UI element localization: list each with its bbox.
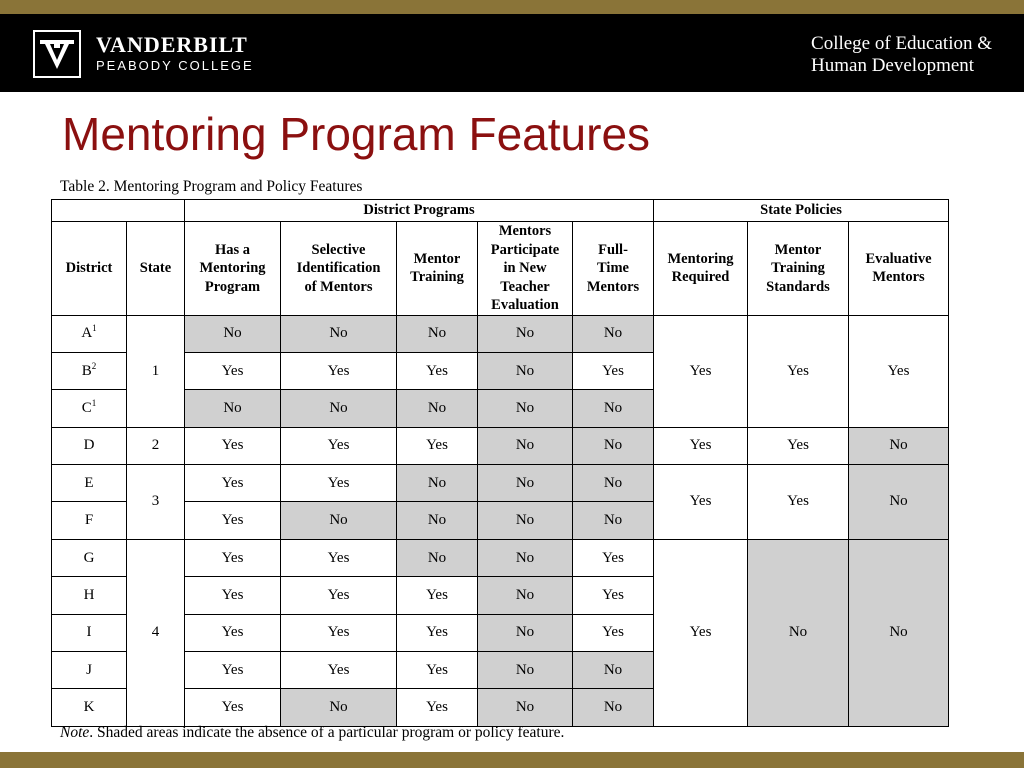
header-line: Mentor [413,250,461,267]
program-value-cell: No [478,315,573,352]
district-cell [52,689,127,726]
district-cell [52,315,127,352]
district-cell [52,577,127,614]
program-value-cell: Yes [185,352,281,389]
table-row [52,539,949,576]
program-value-cell: Yes [281,465,397,502]
header-line: Mentoring [199,260,266,276]
policy-value-cell: No [748,539,849,726]
header-line: Full- [598,241,628,258]
state-cell: 3 [127,465,185,540]
program-value-cell: Yes [281,652,397,689]
program-value-cell: Yes [185,614,281,651]
slide-title: Mentoring Program Features [62,108,651,160]
program-value-cell: No [397,315,478,352]
header-line: Has a [214,241,251,258]
program-value-cell: No [478,465,573,502]
policy-value-cell: Yes [654,315,748,427]
program-value-cell: Yes [573,577,654,614]
header-line: Training [410,269,464,286]
vanderbilt-logo-icon [33,30,81,78]
bottom-accent-bar [0,752,1024,768]
program-value-cell: No [573,689,654,726]
college-name [811,33,992,77]
program-value-cell: No [281,390,397,427]
program-value-cell: Yes [281,539,397,576]
program-value-cell: Yes [281,352,397,389]
program-value-cell: No [397,465,478,502]
header-line: Time [597,260,629,276]
state-cell: 1 [127,315,185,427]
district-footnote: 2 [91,360,97,371]
program-value-cell: No [281,502,397,539]
program-value-cell: No [573,390,654,427]
header-line: of Mentors [304,278,373,295]
program-value-cell: Yes [397,577,478,614]
program-value-cell: No [573,427,654,464]
program-value-cell: No [478,390,573,427]
program-value-cell: No [185,315,281,352]
table-caption: Table 2. Mentoring Program and Policy Features [60,178,363,195]
column-header-has-program [185,222,281,316]
district-label: G [83,549,95,566]
column-header-mentor-training [397,222,478,316]
column-header-district: District [52,222,127,316]
header-line: Participate [490,241,560,258]
program-value-cell: No [281,315,397,352]
program-value-cell: Yes [185,577,281,614]
policy-value-cell: No [849,539,949,726]
program-value-cell: No [397,539,478,576]
program-value-cell: No [478,689,573,726]
policy-value-cell: Yes [654,539,748,726]
program-value-cell: No [573,502,654,539]
program-value-cell: No [185,390,281,427]
policy-value-cell: No [849,465,949,540]
policy-value-cell: Yes [849,315,949,427]
header-line: Evaluative [865,250,932,267]
state-cell: 4 [127,539,185,726]
program-value-cell: Yes [573,539,654,576]
program-value-cell: No [478,577,573,614]
column-header-training-standards [748,222,849,316]
program-value-cell: Yes [281,614,397,651]
program-value-cell: No [281,689,397,726]
column-header-selective-identification [281,222,397,316]
district-footnote: 1 [92,323,97,334]
program-value-cell: No [573,652,654,689]
column-header-mentoring-required [654,222,748,316]
program-value-cell: Yes [185,689,281,726]
program-value-cell: Yes [397,689,478,726]
program-value-cell: No [397,502,478,539]
program-value-cell: Yes [185,502,281,539]
table-body [52,315,949,726]
column-header-evaluative-mentors [849,222,949,316]
district-label: K [83,699,95,716]
top-accent-bar [0,0,1024,14]
table-row [52,315,949,352]
header-line: Program [204,278,261,295]
district-cell [52,352,127,389]
program-value-cell: No [478,427,573,464]
policy-value-cell: Yes [654,427,748,464]
header-line: Mentor [774,241,822,258]
header-bar [0,14,1024,92]
district-cell [52,614,127,651]
district-cell [52,465,127,502]
district-label: D [83,437,95,454]
program-value-cell: No [397,390,478,427]
program-value-cell: Yes [185,465,281,502]
district-cell [52,390,127,427]
college-name-line-1: College of Education & [811,33,992,54]
program-value-cell: Yes [397,652,478,689]
program-value-cell: Yes [185,539,281,576]
district-label: E [84,474,94,491]
district-label: J [86,661,92,678]
program-value-cell: No [478,502,573,539]
program-value-cell: No [478,614,573,651]
district-label: I [86,624,92,641]
policy-value-cell: Yes [748,427,849,464]
logo-name: VANDERBILT [96,32,248,57]
table-note [60,724,564,742]
logo-subtitle: PEABODY COLLEGE [96,58,254,73]
header-line: Identification [296,260,381,276]
policy-value-cell: Yes [748,315,849,427]
district-cell [52,652,127,689]
policy-value-cell: No [849,427,949,464]
group-header-blank [52,200,185,222]
district-label: H [83,586,95,603]
header-line: Evaluation [491,297,559,313]
column-header-state: State [127,222,185,316]
program-value-cell: Yes [573,352,654,389]
program-value-cell: Yes [397,427,478,464]
header-line: Training [771,260,825,276]
header-line: Mentors [872,269,925,286]
program-value-cell: Yes [397,352,478,389]
program-value-cell: No [478,539,573,576]
program-value-cell: Yes [281,577,397,614]
features-table [51,199,949,727]
district-label: C [81,399,92,416]
program-value-cell: Yes [397,614,478,651]
group-header-state-policies: State Policies [654,200,949,222]
table-row [52,465,949,502]
district-cell [52,427,127,464]
policy-value-cell: Yes [748,465,849,540]
column-header-full-time-mentors [573,222,654,316]
header-line: Mentors [586,278,640,295]
program-value-cell: Yes [281,427,397,464]
program-value-cell: Yes [573,614,654,651]
district-cell [52,539,127,576]
note-text: . Shaded areas indicate the absence of a particular program or policy feature. [89,724,565,741]
program-value-cell: Yes [185,652,281,689]
column-header-mentors-participate [478,222,573,316]
program-value-cell: No [573,465,654,502]
program-value-cell: No [573,315,654,352]
table-row [52,427,949,464]
header-line: Mentors [498,223,552,239]
header-line: Teacher [500,278,550,295]
state-cell: 2 [127,427,185,464]
college-name-line-2: Human Development [811,55,975,76]
district-cell [52,502,127,539]
program-value-cell: No [478,352,573,389]
district-label: A [81,325,93,342]
header-line: Mentoring [667,250,734,267]
note-label: Note [60,724,90,741]
district-label: B [81,362,92,379]
district-footnote: 1 [91,397,97,408]
header-line: Selective [311,241,366,258]
header-line: in New [503,260,547,276]
program-value-cell: No [478,652,573,689]
group-header-district-programs: District Programs [185,200,654,222]
district-label: F [84,512,94,529]
header-line: Standards [766,278,830,295]
program-value-cell: Yes [185,427,281,464]
header-line: Required [671,269,730,286]
policy-value-cell: Yes [654,465,748,540]
